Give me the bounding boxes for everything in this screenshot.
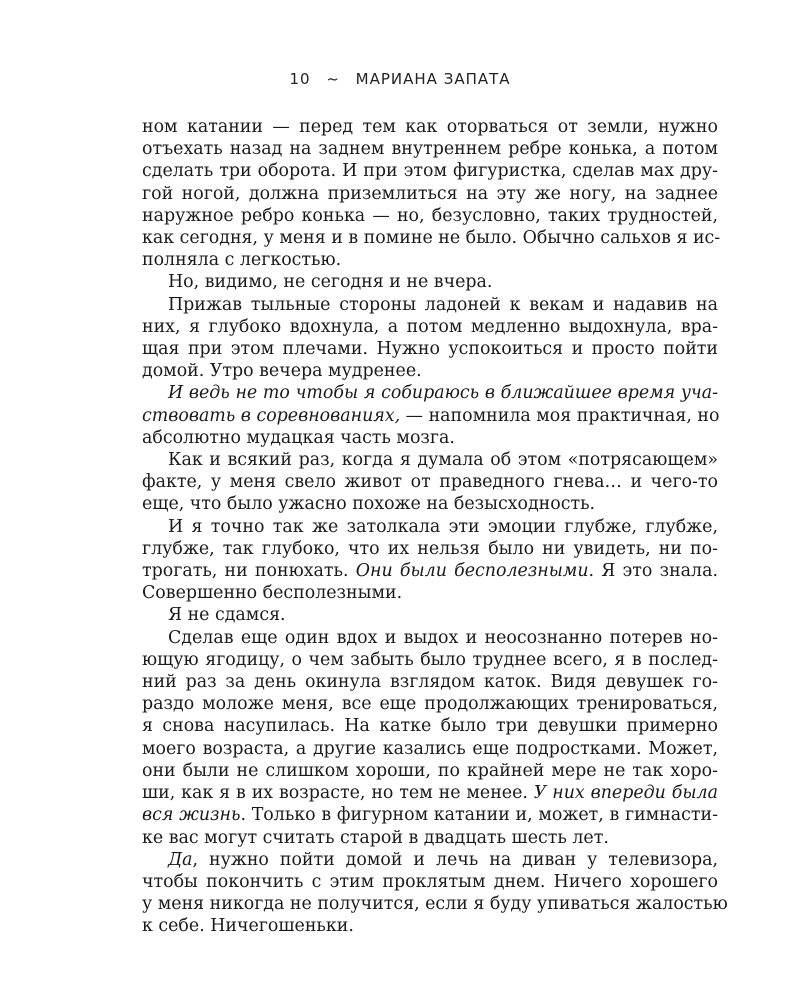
text-line: я снова насупилась. На катке было три девушки примерно [142, 716, 718, 737]
running-head [0, 70, 800, 88]
text-line: Как и всякий раз, когда я думала об этом «потрясающем» [168, 450, 718, 471]
text-line: ний раз за день окинула взглядом каток. Видя девушек го- [142, 672, 718, 693]
text-line: И я точно так же затолкала эти эмоции глубже, глубже, [168, 516, 718, 537]
text-line [142, 849, 718, 871]
text-line: полняла с легкостью. [142, 250, 342, 271]
body-text [142, 116, 728, 938]
text-line: наружное ребро конька — но, безусловно, таких трудностей, [142, 205, 718, 226]
text-line: ке вас могут считать старой в двадцать шесть лет. [142, 827, 609, 848]
text-line: моего возраста, а другие казались еще подростками. Может, [142, 738, 718, 759]
paragraph [142, 116, 721, 271]
italic-phrase: Они были бесполезными [355, 561, 589, 582]
text-line: ном катании — перед тем как оторваться от земли, нужно [142, 117, 718, 137]
text-run: , нужно пойти домой и лечь на диван у телевизора, [192, 849, 718, 870]
paragraph [142, 627, 718, 849]
text-line [142, 405, 718, 427]
text-line: щая при этом плечами. Нужно успокоиться и просто пойти [142, 339, 718, 360]
text-line: Но, видимо, не сегодня и не вчера. [168, 272, 493, 293]
text-line: И ведь не то чтобы я собираюсь в ближайшее время уча- [168, 383, 718, 404]
paragraph [142, 849, 728, 938]
italic-phrase: ствовать в соревнованиях, [142, 405, 401, 426]
text-line [142, 804, 718, 826]
text-line: отъехать назад на заднем внутреннем ребре конька, а потом [142, 139, 718, 160]
text-line: чтобы покончить с этим проклятым днем. Ничего хорошего [142, 871, 718, 892]
text-line: Сделав еще один вдох и выдох и неосознанно потерев но- [168, 627, 718, 648]
text-line: как сегодня, у меня и в помине не было. Обычно сальхов я ис- [142, 228, 721, 249]
text-line: у меня никогда не получится, если я буду упиваться жалостью [142, 894, 728, 915]
text-line [142, 560, 718, 582]
text-line: ющую ягодицу, о чем забыть было труднее всего, я в послед- [142, 649, 718, 670]
paragraph [142, 294, 718, 383]
text-line: гой ногой, должна приземлиться на эту же ногу, на заднее [142, 183, 718, 204]
paragraph [142, 449, 718, 516]
text-line: сделать три оборота. И при этом фигуристка, сделав мах дру- [142, 161, 718, 182]
italic-phrase: У них впереди была [533, 783, 718, 804]
italic-phrase: вся жизнь [142, 805, 241, 826]
text-run: ши, как я в их возрасте, но тем не менее. [142, 783, 534, 804]
text-line: абсолютно мудацкая часть мозга. [142, 427, 455, 448]
text-line: них, я глубоко вдохнула, а потом медленно выдохнула, вра- [142, 316, 718, 337]
text-line: домой. Утро вечера мудренее. [142, 361, 422, 382]
paragraph [142, 271, 718, 293]
text-run: трогать, ни понюхать. [142, 561, 356, 582]
text-line: Я не сдамся. [168, 605, 286, 626]
paragraph [142, 604, 718, 626]
author-name: МАРИАНА ЗАПАТА [355, 70, 511, 88]
paragraph [142, 382, 718, 449]
text-line: еще, что было ужасно похоже на безысходность. [142, 494, 596, 515]
header-separator: ~ [326, 70, 340, 88]
text-run: . Я это знала. [588, 561, 718, 582]
text-line: они были не слишком хороши, по крайней мере не так хоро- [142, 760, 718, 781]
text-line: к себе. Ничегошеньки. [142, 916, 354, 937]
text-line: факте, у меня свело живот от праведного гнева… и чего-то [142, 472, 718, 493]
text-line: Прижав тыльные стороны ладоней к векам и надавив на [168, 294, 718, 315]
text-run: — напомнила моя практичная, но [400, 405, 720, 426]
text-line [142, 782, 718, 804]
italic-phrase: Да [168, 849, 193, 870]
text-line: раздо моложе меня, все еще продолжающих тренироваться, [142, 694, 718, 715]
text-line: глубже, так глубоко, что их нельзя было ни увидеть, ни по- [142, 538, 718, 559]
text-run: . Только в фигурном катании и, может, в гимнасти- [240, 805, 718, 826]
page-number: 10 [289, 70, 311, 88]
paragraph [142, 516, 718, 605]
text-line: Совершенно бесполезными. [142, 583, 403, 604]
